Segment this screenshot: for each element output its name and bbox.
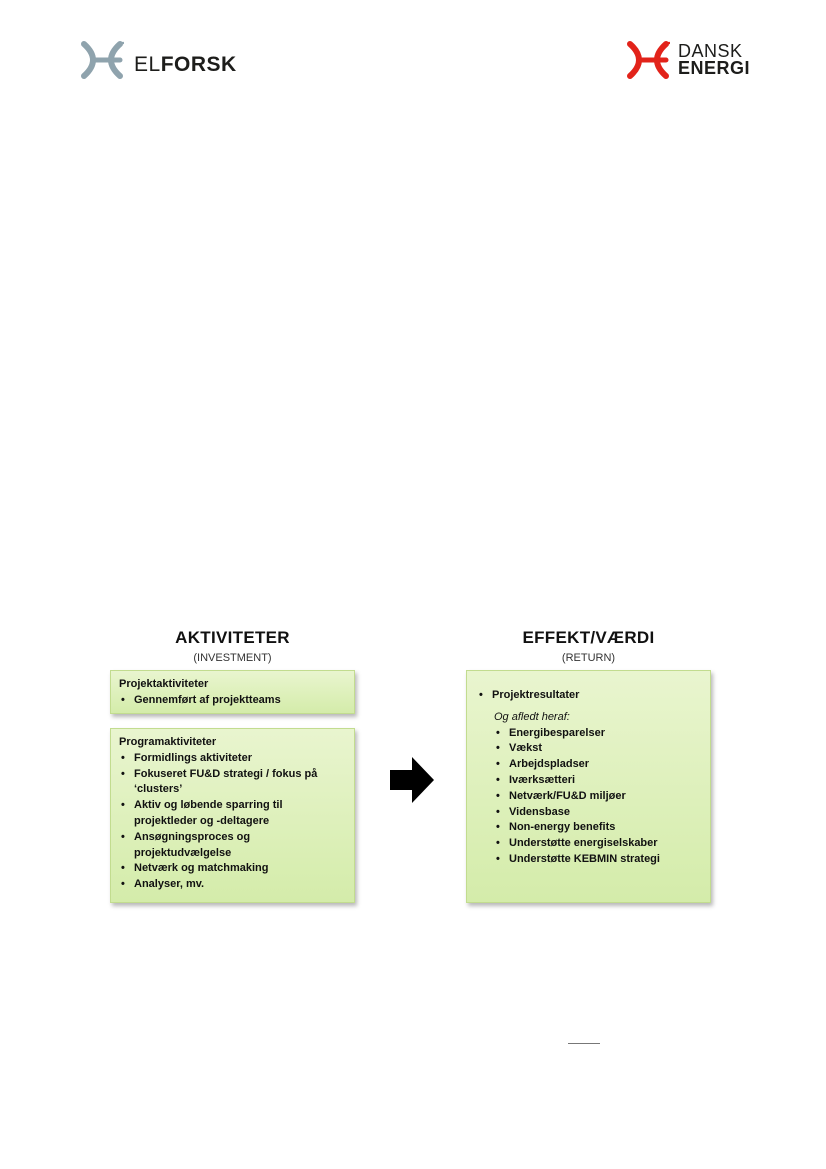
dansk-word: DANSK	[678, 41, 743, 61]
list-item: • Gennemført af projektteams	[119, 693, 346, 709]
effect-main-list	[477, 688, 700, 704]
elforsk-wordmark	[134, 53, 237, 77]
dansk-energi-mark-icon	[626, 40, 670, 80]
footer-divider	[568, 1043, 600, 1044]
project-results-item: • Projektresultater	[477, 688, 700, 704]
right-arrow-icon	[390, 757, 434, 803]
list-item: • Non-energy benefits	[494, 820, 700, 836]
energi-word: ENERGI	[678, 58, 751, 78]
list-item: • Netværk og matchmaking	[119, 861, 346, 877]
derived-effects-list	[477, 726, 700, 868]
elforsk-word-bold: FORSK	[160, 53, 237, 76]
list-item: • Energibesparelser	[494, 726, 700, 742]
list-item: • Formidlings aktiviteter	[119, 751, 346, 767]
effect-subtitle: (RETURN)	[561, 652, 616, 664]
list-item: • Iværksætteri	[494, 773, 700, 789]
list-item: • Analyser, mv.	[119, 877, 346, 893]
list-item: • Vidensbase	[494, 805, 700, 821]
program-activities-heading: Programaktiviteter	[119, 736, 217, 748]
activities-title: AKTIVITETER	[175, 628, 290, 647]
dansk-energi-logo	[626, 40, 750, 80]
program-activities-list	[119, 751, 346, 893]
list-item: • Ansøgningsproces og projektudvælgelse	[119, 830, 346, 862]
derived-intro: Og afledt heraf:	[494, 710, 570, 723]
list-item: • Understøtte energiselskaber	[494, 836, 700, 852]
list-item: • Arbejdspladser	[494, 757, 700, 773]
activities-subtitle: (INVESTMENT)	[193, 652, 272, 664]
effect-title: EFFEKT/VÆRDI	[522, 628, 655, 647]
project-activities-heading: Projektaktiviteter	[119, 678, 209, 690]
elforsk-word-light: EL	[134, 53, 161, 76]
list-item: • Vækst	[494, 741, 700, 757]
elforsk-logo	[80, 40, 237, 80]
list-item: • Aktiv og løbende sparring til projektleder og -deltagere	[119, 798, 346, 830]
elforsk-mark-icon	[80, 40, 124, 80]
list-item: • Fokuseret FU&D strategi / fokus på ‘clusters’	[119, 767, 346, 799]
effect-value-box	[466, 670, 711, 903]
list-item: • Understøtte KEBMIN strategi	[494, 852, 700, 868]
list-item: • Netværk/FU&D miljøer	[494, 789, 700, 805]
project-activities-box	[110, 670, 355, 714]
dansk-energi-wordmark	[678, 43, 750, 77]
project-activities-list	[119, 693, 346, 709]
program-activities-box	[110, 728, 355, 903]
